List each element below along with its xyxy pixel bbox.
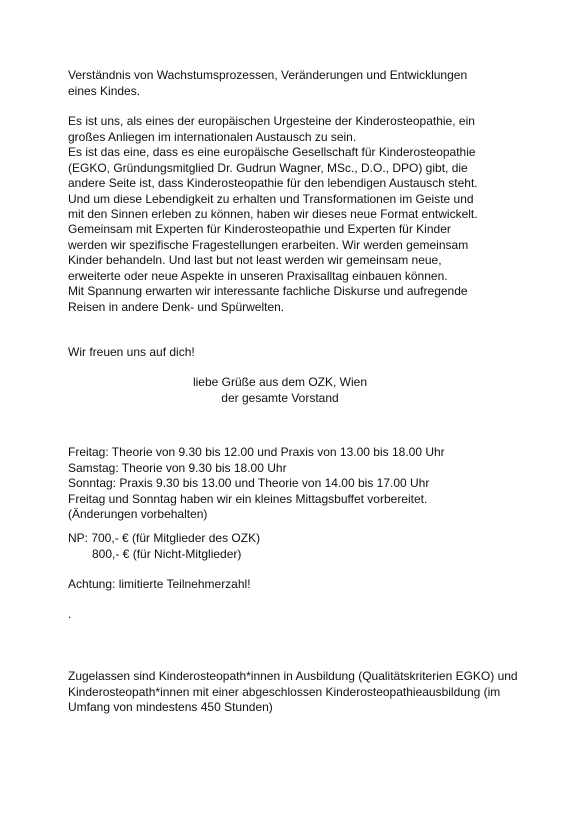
- text-line: Verständnis von Wachstumsprozessen, Veränderungen und Entwicklungen: [68, 68, 468, 82]
- admission-paragraph: [68, 669, 538, 716]
- text-line: eines Kindes.: [68, 83, 141, 98]
- schedule-friday: Freitag: Theorie von 9.30 bis 12.00 und Praxis von 13.00 bis 18.00 Uhr: [68, 445, 445, 459]
- signoff-greeting: liebe Grüße aus dem OZK, Wien: [192, 375, 368, 389]
- egko-paragraph: [68, 114, 528, 223]
- signoff-sender: der gesamte Vorstand: [221, 390, 339, 405]
- text-line: Umfang von mindestens 450 Stunden): [68, 700, 273, 714]
- participant-limit-warning: Achtung: limitierte Teilnehmerzahl!: [68, 577, 251, 591]
- together-paragraph: [68, 222, 528, 315]
- text-line: mit den Sinnen erleben zu können, haben wir dieses neue Format entwickelt.: [68, 207, 478, 221]
- text-line: andere Seite ist, dass Kinderosteopathie für den lebendigen Austausch steht.: [68, 176, 478, 190]
- schedule-changes-note: (Änderungen vorbehalten): [68, 507, 208, 521]
- text-line: Mit Spannung erwarten wir interessante fachliche Diskurse und aufregende: [68, 284, 468, 298]
- text-line: Zugelassen sind Kinderosteopath*innen in Ausbildung (Qualitätskriterien EGKO) und: [68, 669, 518, 683]
- text-line: Kinder behandeln. Und last but not least werden wir gemeinsam neue,: [68, 253, 442, 267]
- text-line: Es ist uns, als eines der europäischen Urgesteine der Kinderosteopathie, ein: [68, 114, 475, 128]
- text-line: Und um diese Lebendigkeit zu erhalten und Transformationen im Geiste und: [68, 191, 474, 206]
- schedule: [68, 445, 528, 523]
- schedule-lunch-note: Freitag und Sonntag haben wir ein kleines Mittagsbuffet vorbereitet.: [68, 491, 428, 506]
- schedule-saturday: Samstag: Theorie von 9.30 bis 18.00 Uhr: [68, 460, 287, 475]
- prices: [68, 531, 528, 562]
- text-line: großes Anliegen im internationalen Austausch zu sein.: [68, 129, 357, 144]
- price-non-members: 800,- € (für Nicht-Mitglieder): [92, 546, 242, 561]
- text-line: Gemeinsam mit Experten für Kinderosteopathie und Experten für Kinder: [68, 222, 451, 236]
- intro-paragraph: [68, 68, 528, 99]
- text-line: werden wir spezifische Fragestellungen erarbeiten. Wir werden gemeinsam: [68, 237, 469, 252]
- greeting-line: Wir freuen uns auf dich!: [68, 345, 195, 359]
- schedule-sunday: Sonntag: Praxis 9.30 bis 13.00 und Theorie von 14.00 bis 17.00 Uhr: [68, 476, 430, 490]
- signoff: [68, 375, 492, 406]
- price-members: NP: 700,- € (für Mitglieder des OZK): [68, 531, 261, 545]
- text-line: erweiterte oder neue Aspekte in unseren Praxisalltag einbauen können.: [68, 268, 448, 283]
- text-line: Es ist das eine, dass es eine europäische Gesellschaft für Kinderosteopathie: [68, 145, 476, 159]
- stray-dot: .: [68, 607, 72, 621]
- text-line: Kinderosteopath*innen mit einer abgeschlossen Kinderosteopathieausbildung (im: [68, 684, 501, 699]
- text-line: (EGKO, Gründungsmitglied Dr. Gudrun Wagner, MSc., D.O., DPO) gibt, die: [68, 160, 468, 175]
- text-line: Reisen in andere Denk- und Spürwelten.: [68, 299, 285, 314]
